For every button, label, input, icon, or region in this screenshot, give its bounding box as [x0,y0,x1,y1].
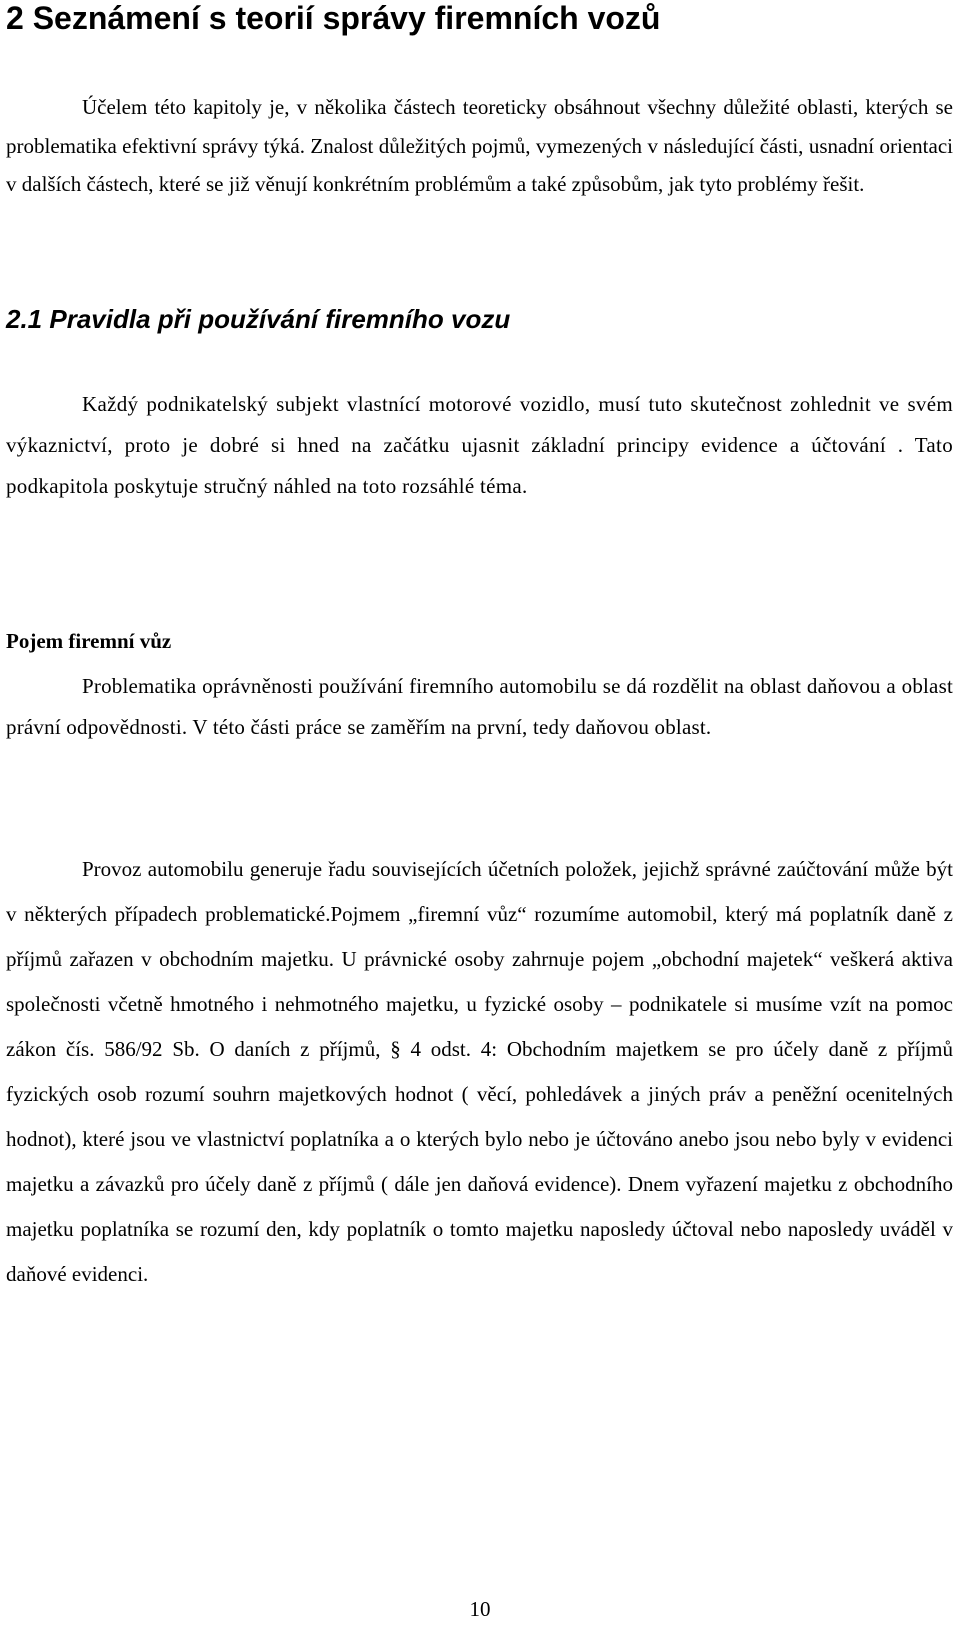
intro-paragraph: Účelem této kapitoly je, v několika částech teoreticky obsáhnout všechny důležité oblasti, kterých se problematika efektivní správy týká. Znalost důležitých pojmů, vymezených v následující části, usnadní orientaci v dalších částech, které se již věnují konkrétním problémům a také způsobům, jak tyto problémy řešit. [6,95,953,196]
term-paragraph-1: Problematika oprávněnosti používání firemního automobilu se dá rozdělit na oblast daňovou a oblast právní odpovědnosti. V této části práce se zaměřím na první, tedy daňovou oblast. [6,674,953,739]
page-number: 10 [469,1597,491,1621]
document-page [6,0,953,1640]
term-heading: Pojem firemní vůz [6,629,172,653]
section-paragraph: Každý podnikatelský subjekt vlastnící motorové vozidlo, musí tuto skutečnost zohlednit ve svém výkaznictví, proto je dobré si hned na začátku ujasnit základní principy evidence a účtování . Tato podkapitola poskytuje stručný náhled na toto rozsáhlé téma. [6,392,953,498]
section-heading: 2.1 Pravidla při používání firemního vozu [6,304,511,334]
chapter-heading: 2 Seznámení s teorií správy firemních vozů [6,0,661,36]
term-paragraph-2: Provoz automobilu generuje řadu souvisejících účetních položek, jejichž správné zaúčtování může být v některých případech problematické.Pojmem „firemní vůz“ rozumíme automobil, který má poplatník daně z příjmů zařazen v obchodním majetku. U právnické osoby zahrnuje pojem „obchodní majetek“ veškerá aktiva společnosti včetně hmotného i nehmotného majetku, u fyzické osoby – podnikatele si musíme vzít na pomoc zákon čís. 586/92 Sb. O daních z příjmů, § 4 odst. 4: Obchodním majetkem se pro účely daně z příjmů fyzických osob rozumí souhrn majetkových hodnot ( věcí, pohledávek a jiných práv a peněžní ocenitelných hodnot), které jsou ve vlastnictví poplatníka a o kterých bylo nebo je účtováno anebo jsou nebo byly v evidenci majetku a závazků pro účely daně z příjmů ( dále jen daňová evidence). Dnem vyřazení majetku z obchodního majetku poplatníka se rozumí den, kdy poplatník o tomto majetku naposledy účtoval nebo naposledy uváděl v daňové evidenci. [6,857,953,1286]
